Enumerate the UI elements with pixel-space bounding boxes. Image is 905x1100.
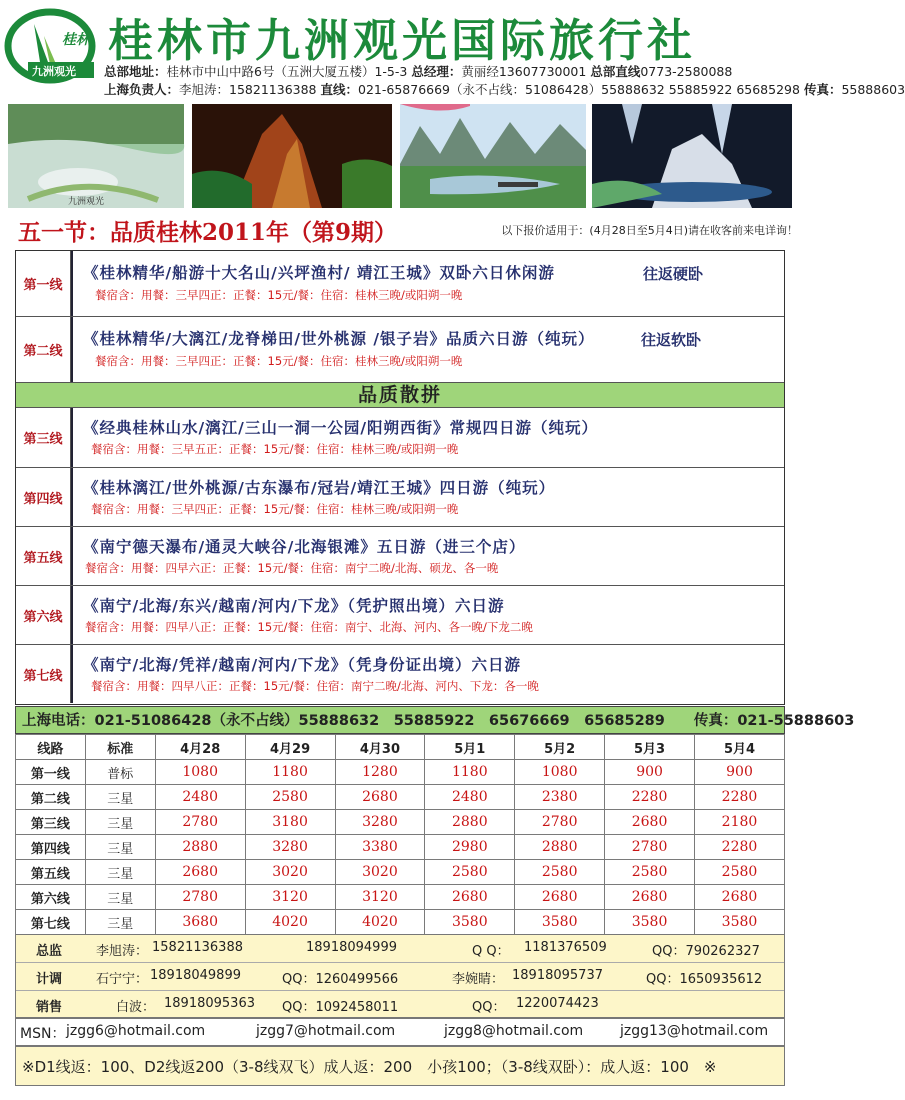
route-box	[71, 645, 784, 703]
route-label: 第二线	[16, 317, 71, 382]
route-meal: 餐宿含：用餐：三早四正：正餐：15元/餐：住宿：桂林三晚/或阳朔一晚	[95, 288, 463, 302]
route-name: 《南宁/北海/凭祥/越南/河内/下龙》（凭身份证出境）六日游	[83, 656, 522, 674]
table-row	[16, 785, 785, 810]
table-cell-price: 2680	[605, 810, 695, 835]
msn-label: MSN：	[20, 1026, 66, 1042]
contact-qq-label: QQ：	[472, 1000, 506, 1015]
route-meal: 餐宿含：用餐：四早八正：正餐：15元/餐：住宿：南宁、北海、河内、各一晚/下龙二晚	[85, 620, 533, 634]
table-cell-price: 2580	[695, 860, 785, 885]
table-header: 线路	[16, 735, 86, 760]
table-header: 4月30	[335, 735, 425, 760]
table-header: 5月1	[425, 735, 515, 760]
contact-qq: QQ：1650935612	[646, 972, 763, 987]
contact-qq-label: Q Q：	[472, 944, 510, 959]
route-name: 《桂林精华/船游十大名山/兴坪渔村/ 靖江王城》双卧六日休闲游	[83, 264, 555, 282]
route-row	[16, 527, 784, 586]
route-name: 《经典桂林山水/漓江/三山一洞一公园/阳朔西街》常规四日游（纯玩）	[83, 419, 598, 437]
section-band: 品质散拼	[16, 383, 784, 408]
gm-name: 黄丽经13607730001	[461, 64, 587, 79]
table-cell-price: 2680	[335, 785, 425, 810]
hq-label: 总部地址：	[104, 64, 167, 79]
table-cell-price: 2480	[155, 785, 245, 810]
route-meal: 餐宿含：用餐：三早四正：正餐：15元/餐：住宿：桂林三晚/或阳朔一晚	[95, 354, 463, 368]
table-cell-price: 3280	[245, 835, 335, 860]
msn-email[interactable]: jzgg6@hotmail.com	[66, 1023, 206, 1039]
table-cell-price: 3180	[245, 810, 335, 835]
contact-row	[16, 963, 784, 991]
table-cell-route: 第三线	[16, 810, 86, 835]
contact-phone: 18918095363	[164, 996, 255, 1011]
header	[0, 0, 905, 100]
table-cell-price: 2880	[155, 835, 245, 860]
table-cell-route: 第四线	[16, 835, 86, 860]
route-label: 第六线	[16, 586, 71, 644]
table-cell-price: 3020	[335, 860, 425, 885]
table-header: 5月3	[605, 735, 695, 760]
table-cell-price: 3120	[245, 885, 335, 910]
table-cell-price: 2280	[605, 785, 695, 810]
table-cell-price: 900	[695, 760, 785, 785]
route-box	[71, 527, 784, 585]
table-cell-price: 3580	[425, 910, 515, 935]
route-row	[16, 408, 784, 468]
hq-info-line	[104, 62, 732, 80]
table-cell-price: 1080	[515, 760, 605, 785]
sh-mobile: 15821136388	[229, 82, 317, 97]
table-cell-standard: 三星	[85, 910, 155, 935]
table-cell-price: 2680	[605, 885, 695, 910]
photo-waterfall-pool	[8, 104, 184, 208]
logo-text: 桂林	[62, 32, 90, 48]
contact-qq: QQ：1260499566	[282, 972, 399, 987]
table-cell-price: 2780	[515, 810, 605, 835]
table-cell-route: 第一线	[16, 760, 86, 785]
table-cell-price: 3020	[245, 860, 335, 885]
route-box	[71, 468, 784, 526]
table-cell-price: 2680	[425, 885, 515, 910]
table-cell-price: 2380	[515, 785, 605, 810]
sh-fax-label: 传真：	[803, 82, 842, 97]
table-cell-price: 4020	[335, 910, 425, 935]
route-row	[16, 317, 784, 383]
promo-bar	[18, 214, 798, 244]
table-cell-price: 1180	[425, 760, 515, 785]
table-header: 5月2	[515, 735, 605, 760]
table-cell-standard: 三星	[85, 835, 155, 860]
table-row	[16, 760, 785, 785]
msn-email[interactable]: jzgg7@hotmail.com	[256, 1023, 396, 1039]
contact-qq: QQ：790262327	[652, 944, 760, 959]
table-cell-price: 3580	[605, 910, 695, 935]
shanghai-phone-band: 上海电话：021-51086428（永不占线）55888632 55885922 65676669 65685289 传真：021-55888603	[15, 706, 785, 734]
table-cell-standard: 三星	[85, 810, 155, 835]
table-cell-price: 2280	[695, 835, 785, 860]
table-cell-standard: 三星	[85, 860, 155, 885]
table-cell-price: 2680	[155, 860, 245, 885]
table-cell-price: 3280	[335, 810, 425, 835]
route-name: 《南宁/北海/东兴/越南/河内/下龙》（凭护照出境）六日游	[83, 597, 505, 615]
contact-person: 李婉睛：	[452, 972, 505, 987]
contacts-panel	[15, 934, 785, 1018]
table-cell-price: 1080	[155, 760, 245, 785]
rebate-note: ※D1线返：100、D2线返200（3-8线双飞）成人返：200 小孩100；（3-8线双卧）：成人返：100 ※	[15, 1046, 785, 1086]
hq-phone-label: 总部直线	[590, 64, 641, 79]
table-cell-price: 2480	[425, 785, 515, 810]
route-name: 《桂林漓江/世外桃源/古东瀑布/冠岩/靖江王城》四日游（纯玩）	[83, 479, 556, 497]
table-cell-price: 4020	[245, 910, 335, 935]
route-transport: 往返软卧	[641, 331, 702, 349]
route-row	[16, 586, 784, 645]
table-cell-route: 第五线	[16, 860, 86, 885]
photo-cave-rock	[192, 104, 392, 208]
table-row	[16, 910, 785, 935]
table-cell-price: 2780	[605, 835, 695, 860]
shanghai-info-line	[104, 80, 905, 98]
svg-text:九洲观光: 九洲观光	[68, 197, 105, 207]
sh-label: 上海负责人：	[104, 82, 180, 97]
route-meal: 餐宿含：用餐：三早四正：正餐：15元/餐：住宿：桂林三晚/或阳朔一晚	[91, 502, 459, 516]
table-cell-price: 2780	[155, 810, 245, 835]
contact-person: 石宁宁：	[96, 972, 149, 987]
table-cell-price: 2580	[425, 860, 515, 885]
gm-label: 总经理：	[411, 64, 462, 79]
table-cell-price: 2580	[605, 860, 695, 885]
route-name: 《桂林精华/大漓江/龙脊梯田/世外桃源 /银子岩》品质六日游（纯玩）	[83, 330, 595, 348]
contact-phone: 18918095737	[512, 968, 603, 983]
table-cell-price: 2980	[425, 835, 515, 860]
msn-row	[15, 1018, 785, 1046]
table-cell-route: 第二线	[16, 785, 86, 810]
sh-direct-label: 直线：	[320, 82, 359, 97]
sh-fax: 55888603	[841, 82, 905, 97]
contact-person: 李旭涛：	[96, 944, 149, 959]
route-box	[71, 251, 784, 316]
route-name: 《南宁德天瀑布/通灵大峡谷/北海银滩》五日游（进三个店）	[83, 538, 526, 556]
photo-strip	[8, 104, 792, 208]
route-row	[16, 468, 784, 527]
route-box	[71, 586, 784, 644]
route-box	[71, 317, 784, 382]
photo-river-mountains	[400, 104, 586, 208]
table-header: 4月29	[245, 735, 335, 760]
table-cell-price: 2580	[245, 785, 335, 810]
table-header: 标准	[85, 735, 155, 760]
table-header: 4月28	[155, 735, 245, 760]
contact-role: 总监	[36, 944, 63, 959]
table-cell-price: 2280	[695, 785, 785, 810]
sh-direct: 021-65876669（永不占线：51086428）55888632 55885922 65685298	[358, 82, 800, 97]
table-cell-price: 1180	[245, 760, 335, 785]
table-row	[16, 860, 785, 885]
table-row	[16, 835, 785, 860]
table-cell-route: 第七线	[16, 910, 86, 935]
photo-cave-lights	[592, 104, 792, 208]
route-label: 第四线	[16, 468, 71, 526]
table-cell-price: 2180	[695, 810, 785, 835]
route-box	[71, 408, 784, 467]
table-cell-price: 3120	[335, 885, 425, 910]
logo-subtext: 九洲观光	[32, 65, 76, 78]
contact-phone: 18918049899	[150, 968, 241, 983]
contact-role: 计调	[36, 972, 63, 987]
contact-row	[16, 991, 784, 1019]
table-cell-price: 2880	[425, 810, 515, 835]
msn-email[interactable]: jzgg8@hotmail.com	[444, 1023, 584, 1039]
table-cell-standard: 三星	[85, 785, 155, 810]
table-cell-price: 2580	[515, 860, 605, 885]
table-cell-price: 2680	[695, 885, 785, 910]
price-table	[15, 734, 785, 935]
table-cell-price: 3580	[695, 910, 785, 935]
contact-qq: 1220074423	[516, 996, 599, 1011]
contact-qq: 1181376509	[524, 940, 607, 955]
table-cell-price: 2780	[155, 885, 245, 910]
table-cell-price: 3680	[155, 910, 245, 935]
table-row	[16, 810, 785, 835]
table-row	[16, 885, 785, 910]
route-row	[16, 251, 784, 317]
table-cell-price: 2880	[515, 835, 605, 860]
msn-email[interactable]: jzgg13@hotmail.com	[620, 1023, 769, 1039]
promo-note: 以下报价适用于：(4月28日至5月4日)请在收客前来电详询！	[501, 224, 798, 237]
route-label: 第五线	[16, 527, 71, 585]
route-meal: 餐宿含：用餐：四早六正：正餐：15元/餐：住宿：南宁二晚/北海、硕龙、各一晚	[85, 561, 499, 575]
hq-phone: 0773-2580088	[640, 64, 733, 79]
table-header: 5月4	[695, 735, 785, 760]
contact-qq: QQ：1092458011	[282, 1000, 399, 1015]
table-cell-price: 1280	[335, 760, 425, 785]
table-cell-price: 900	[605, 760, 695, 785]
contact-role: 销售	[36, 1000, 63, 1015]
table-header-row	[16, 735, 785, 760]
table-cell-standard: 普标	[85, 760, 155, 785]
table-cell-price: 2680	[515, 885, 605, 910]
sh-person: 李旭涛：	[179, 82, 230, 97]
routes-panel	[15, 250, 785, 705]
company-name: 桂林市九洲观光国际旅行社	[108, 14, 697, 67]
contact-row	[16, 935, 784, 963]
table-cell-standard: 三星	[85, 885, 155, 910]
contact-person: 白波：	[116, 1000, 156, 1015]
route-row	[16, 645, 784, 703]
route-transport: 往返硬卧	[643, 265, 704, 283]
promo-title: 五一节：品质桂林2011年（第9期）	[18, 219, 398, 246]
route-label: 第一线	[16, 251, 71, 316]
table-cell-price: 3580	[515, 910, 605, 935]
route-meal: 餐宿含：用餐：三早五正：正餐：15元/餐：住宿：桂林三晚/或阳朔一晚	[91, 442, 459, 456]
table-cell-route: 第六线	[16, 885, 86, 910]
contact-phone: 18918094999	[306, 940, 397, 955]
table-cell-price: 3380	[335, 835, 425, 860]
route-label: 第三线	[16, 408, 71, 467]
route-meal: 餐宿含：用餐：四早八正：正餐：15元/餐：住宿：南宁二晚/北海、河内、下龙：各一晚	[91, 679, 539, 693]
hq-address: 桂林市中山中路6号（五洲大厦五楼）1-5-3	[166, 64, 408, 79]
company-logo	[4, 6, 100, 84]
route-label: 第七线	[16, 645, 71, 703]
contact-phone: 15821136388	[152, 940, 243, 955]
